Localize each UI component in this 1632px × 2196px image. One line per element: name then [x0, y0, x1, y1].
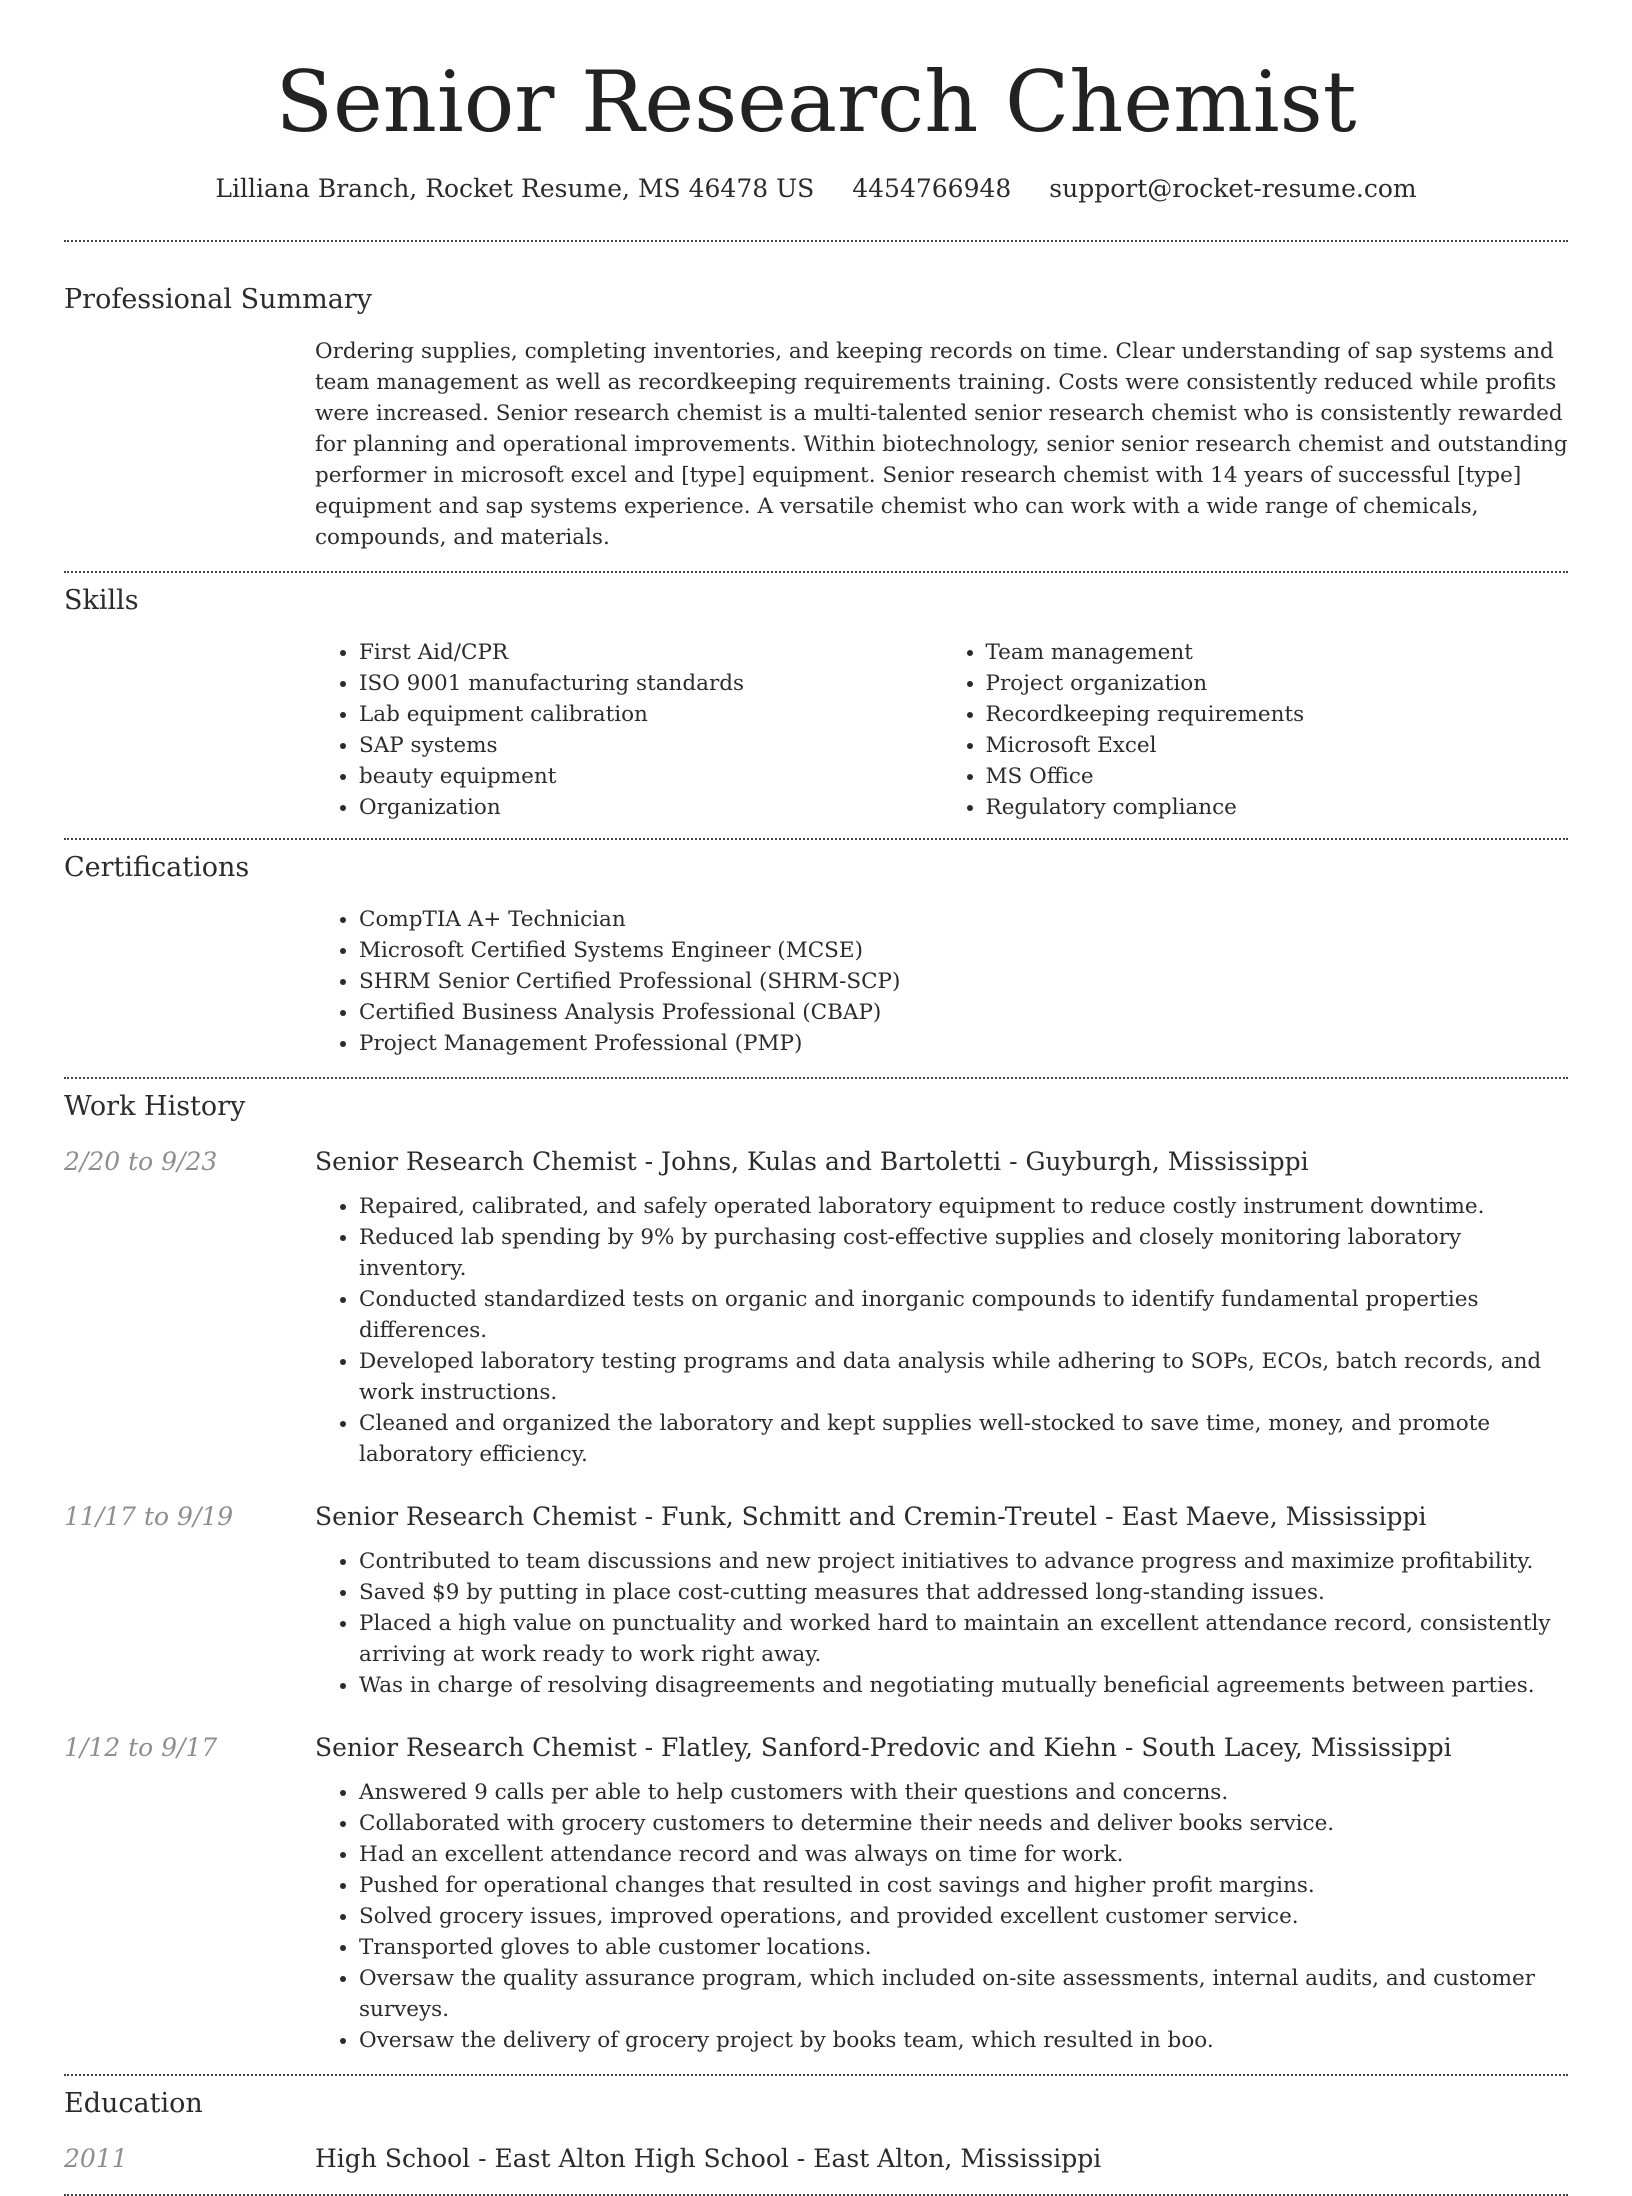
skill-item: • Microsoft Excel	[986, 730, 1569, 761]
certification-item: • Project Management Professional (PMP)	[359, 1028, 1568, 1059]
divider	[64, 1077, 1568, 1079]
contact-email: support@rocket-resume.com	[1049, 174, 1417, 203]
skill-item: • Organization	[359, 792, 942, 823]
divider	[64, 240, 1568, 242]
certifications-section	[64, 850, 1568, 1059]
work-history-section	[64, 1089, 1568, 2056]
job-bullet: • Saved $9 by putting in place cost-cutting measures that addressed long-standing issues.	[359, 1577, 1568, 1608]
education-year: 2011	[64, 2144, 128, 2173]
job-title: Senior Research Chemist - Funk, Schmitt and Cremin-Treutel - East Maeve, Mississippi	[315, 1502, 1427, 1531]
skills-grid	[315, 637, 1568, 823]
summary-section	[64, 282, 1568, 553]
certification-item: • Microsoft Certified Systems Engineer (MCSE)	[359, 935, 1568, 966]
job-dates: 1/12 to 9/17	[64, 1733, 218, 1762]
certifications-list	[315, 904, 1568, 1059]
job-bullet: • Solved grocery issues, improved operations, and provided excellent customer service.	[359, 1901, 1568, 1932]
job-bullet: • Collaborated with grocery customers to determine their needs and deliver books service.	[359, 1808, 1568, 1839]
skill-item: • Project organization	[986, 668, 1569, 699]
divider	[64, 571, 1568, 573]
section-heading-certifications: Certifications	[64, 852, 250, 883]
job-bullet: • Oversaw the quality assurance program, which included on-site assessments, internal audits, and customer surveys.	[359, 1963, 1568, 2025]
job-bullet: • Placed a high value on punctuality and worked hard to maintain an excellent attendance record, consistently arriving at work ready to work right away.	[359, 1608, 1568, 1670]
education-entry	[64, 2142, 1568, 2176]
job-bullet: • Cleaned and organized the laboratory and kept supplies well-stocked to save time, money, and promote laboratory efficiency.	[359, 1408, 1568, 1470]
section-heading-skills: Skills	[64, 585, 139, 616]
resume-page	[64, 0, 1568, 2196]
job-bullets	[315, 1191, 1568, 1470]
job-bullet: • Pushed for operational changes that resulted in cost savings and higher profit margins.	[359, 1870, 1568, 1901]
skill-item: • Team management	[986, 637, 1569, 668]
divider	[64, 2074, 1568, 2076]
contact-phone: 4454766948	[852, 174, 1012, 203]
skill-item: • ISO 9001 manufacturing standards	[359, 668, 942, 699]
job-bullets	[315, 1777, 1568, 2056]
skill-item: • First Aid/CPR	[359, 637, 942, 668]
skill-item: • SAP systems	[359, 730, 942, 761]
job-bullet: • Reduced lab spending by 9% by purchasing cost-effective supplies and closely monitoring laboratory inventory.	[359, 1222, 1568, 1284]
contact-line	[64, 172, 1568, 206]
summary-text: Ordering supplies, completing inventories, and keeping records on time. Clear understanding of sap systems and team management as well as recordkeeping requirements training. Costs were consistently reduced while profits were increased. Senior research chemist is a multi-talented senior research chemist who is consistently rewarded for planning and operational improvements. Within biotechnology, senior senior research chemist and outstanding performer in microsoft excel and [type] equipment. Senior research chemist with 14 years of successful [type] equipment and sap systems experience. A versatile chemist who can work with a wide range of chemicals, compounds, and materials.	[315, 339, 1568, 550]
job-bullet: • Conducted standardized tests on organic and inorganic compounds to identify fundamental properties differences.	[359, 1284, 1568, 1346]
job-bullets	[315, 1546, 1568, 1701]
education-title: High School - East Alton High School - East Alton, Mississippi	[315, 2144, 1102, 2173]
skill-item: • Lab equipment calibration	[359, 699, 942, 730]
job-entry	[64, 1145, 1568, 1470]
job-bullet: • Was in charge of resolving disagreements and negotiating mutually beneficial agreements between parties.	[359, 1670, 1568, 1701]
job-title: Senior Research Chemist - Johns, Kulas and Bartoletti - Guyburgh, Mississippi	[315, 1147, 1309, 1176]
job-dates: 2/20 to 9/23	[64, 1147, 218, 1176]
job-entry	[64, 1500, 1568, 1701]
section-heading-education: Education	[64, 2088, 203, 2119]
divider	[64, 838, 1568, 840]
job-bullet: • Answered 9 calls per able to help customers with their questions and concerns.	[359, 1777, 1568, 1808]
education-section	[64, 2086, 1568, 2176]
section-heading-work-history: Work History	[64, 1091, 246, 1122]
skill-item: • Recordkeeping requirements	[986, 699, 1569, 730]
contact-address: Lilliana Branch, Rocket Resume, MS 46478 US	[215, 174, 815, 203]
job-bullet: • Repaired, calibrated, and safely operated laboratory equipment to reduce costly instrument downtime.	[359, 1191, 1568, 1222]
job-bullet: • Had an excellent attendance record and was always on time for work.	[359, 1839, 1568, 1870]
skill-item: • beauty equipment	[359, 761, 942, 792]
skills-list-left	[315, 637, 942, 823]
job-bullet: • Contributed to team discussions and new project initiatives to advance progress and maximize profitability.	[359, 1546, 1568, 1577]
job-bullet: • Transported gloves to able customer locations.	[359, 1932, 1568, 1963]
skills-list-right	[942, 637, 1569, 823]
skill-item: • MS Office	[986, 761, 1569, 792]
section-heading-summary: Professional Summary	[64, 284, 372, 315]
certification-item: • Certified Business Analysis Professional (CBAP)	[359, 997, 1568, 1028]
certification-item: • CompTIA A+ Technician	[359, 904, 1568, 935]
skill-item: • Regulatory compliance	[986, 792, 1569, 823]
job-dates: 11/17 to 9/19	[64, 1502, 234, 1531]
resume-title: Senior Research Chemist	[275, 53, 1357, 151]
job-bullet: • Developed laboratory testing programs and data analysis while adhering to SOPs, ECOs, batch records, and work instructions.	[359, 1346, 1568, 1408]
skills-section	[64, 583, 1568, 823]
job-bullet: • Oversaw the delivery of grocery project by books team, which resulted in boo.	[359, 2025, 1568, 2056]
certification-item: • SHRM Senior Certified Professional (SHRM-SCP)	[359, 966, 1568, 997]
job-entry	[64, 1731, 1568, 2056]
job-title: Senior Research Chemist - Flatley, Sanford-Predovic and Kiehn - South Lacey, Mississippi	[315, 1733, 1452, 1762]
